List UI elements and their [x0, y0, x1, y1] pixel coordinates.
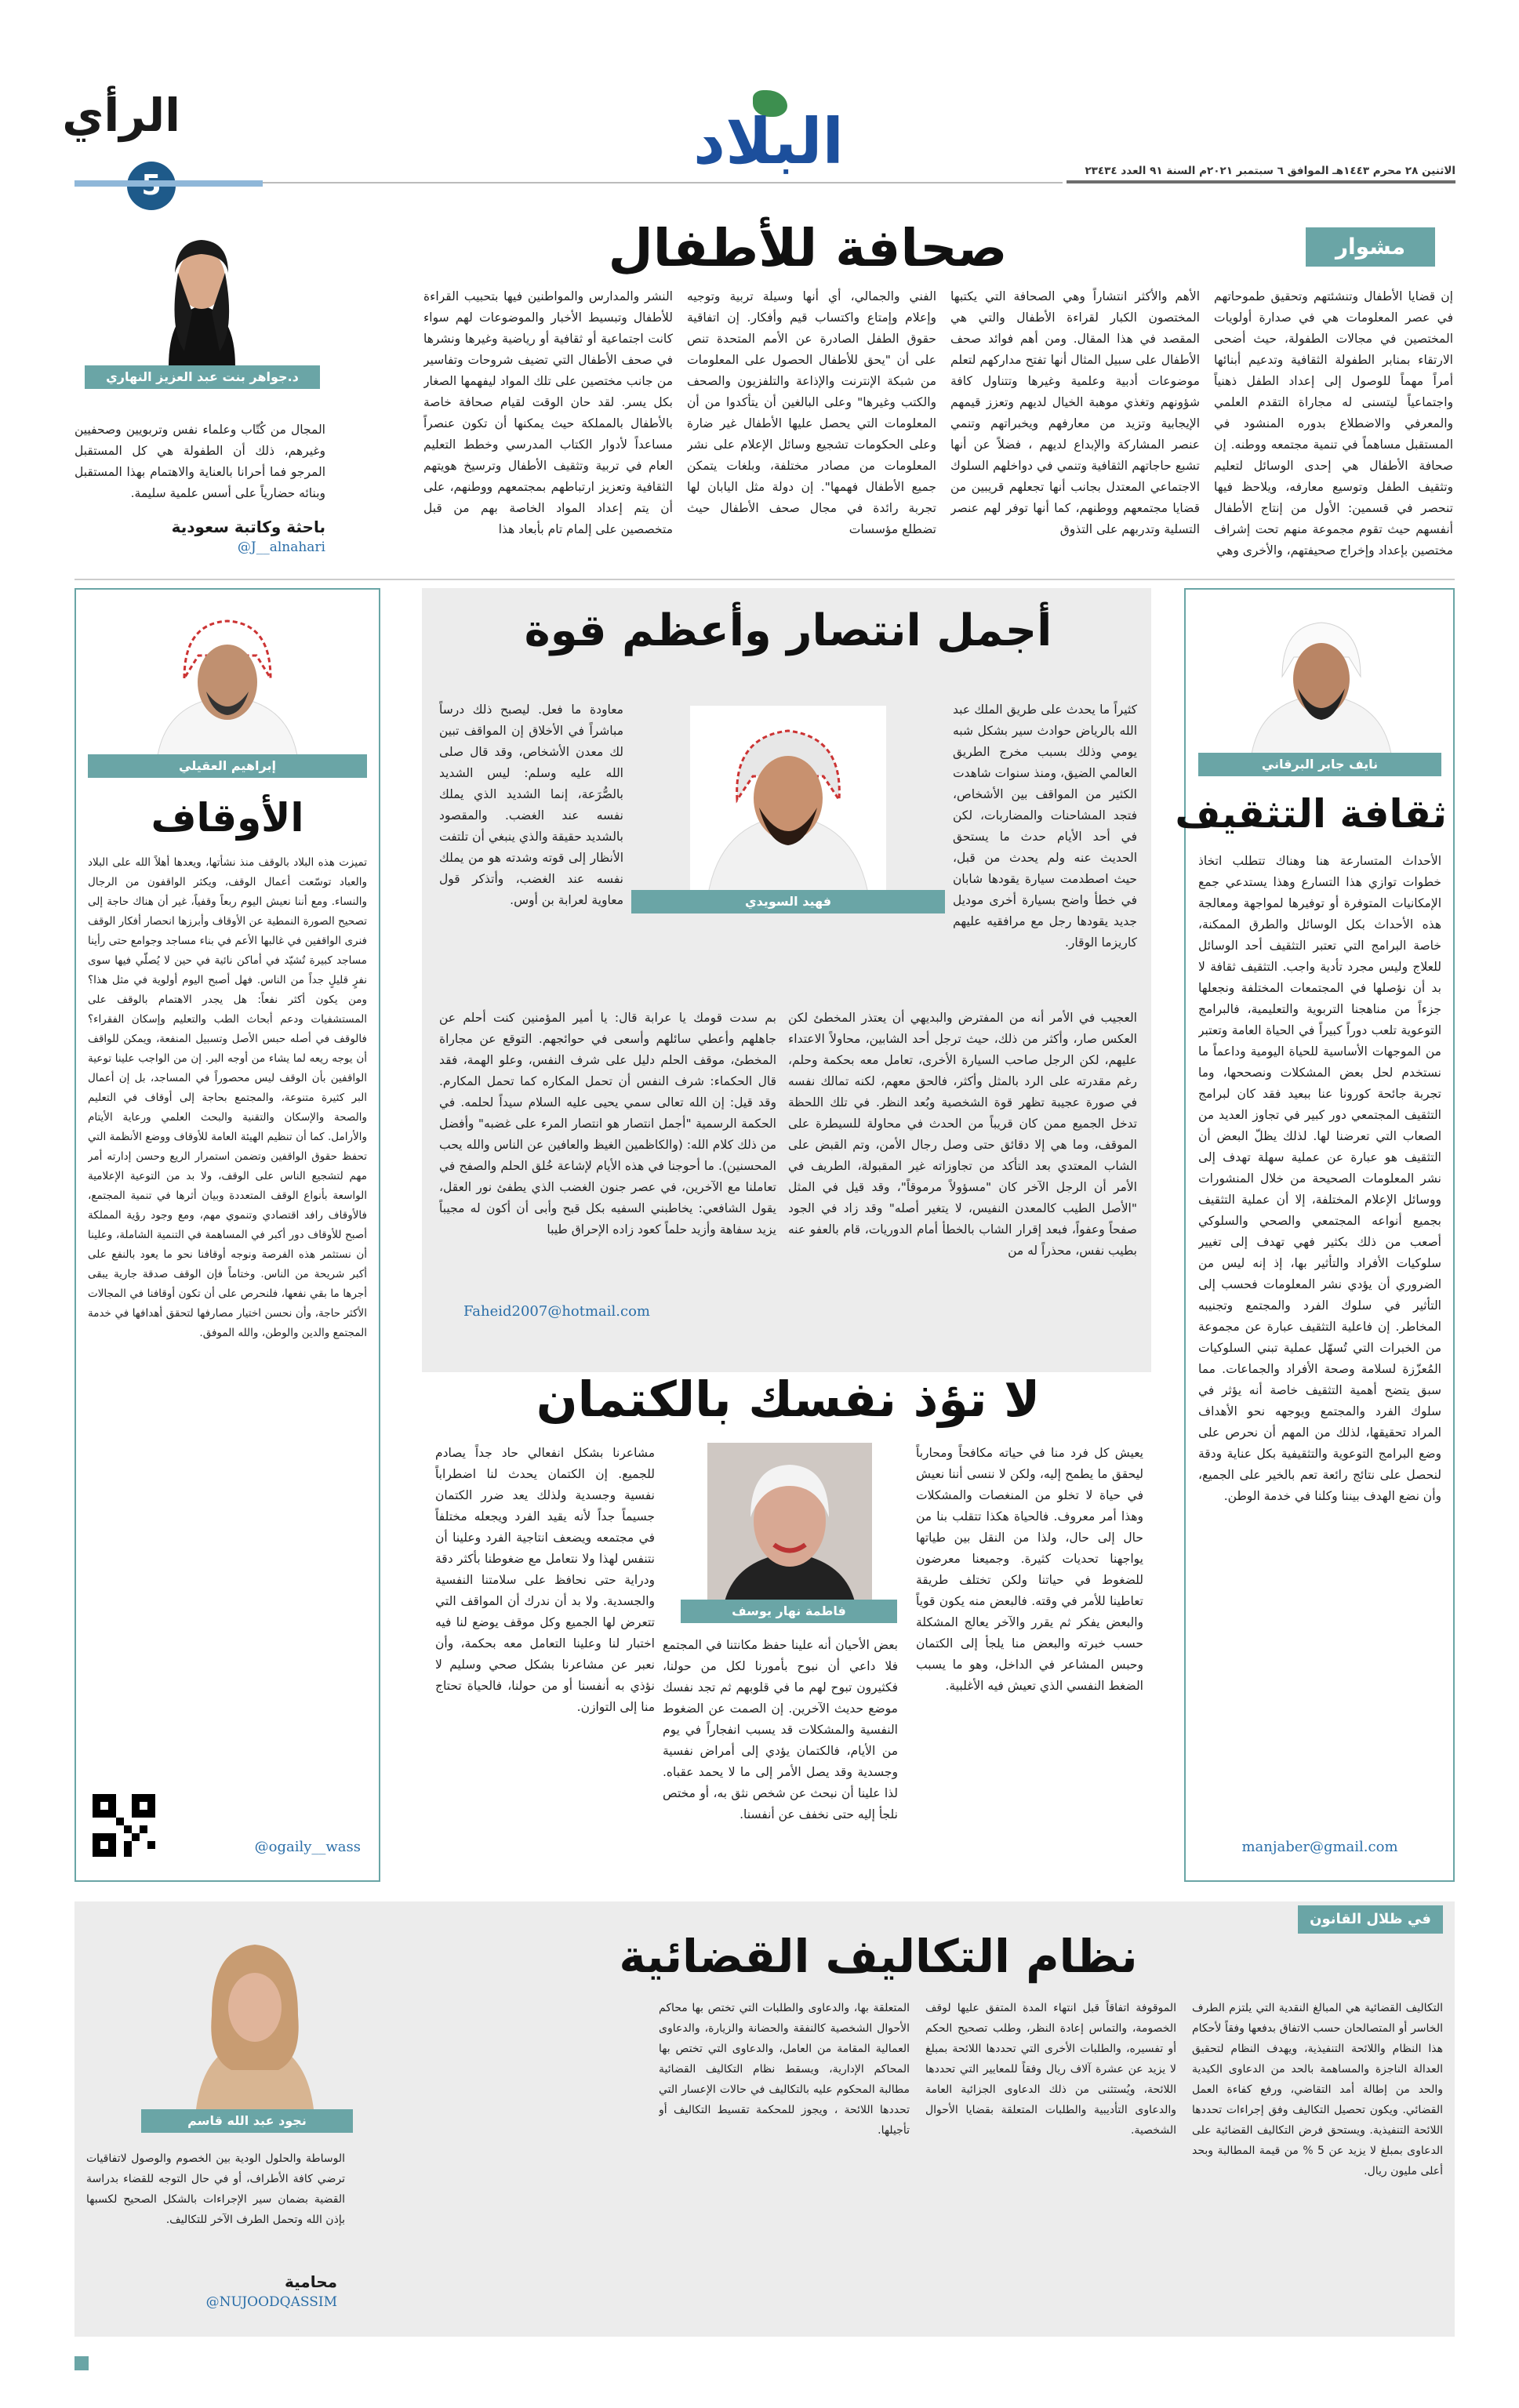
author-portrait-icon: [184, 1921, 325, 2109]
article4-author-photo: [145, 604, 310, 761]
article2-title: أجمل انتصار وأعظم قوة: [524, 605, 1052, 656]
article5-author-photo: [707, 1443, 872, 1609]
author-portrait-icon: [137, 218, 267, 367]
article5-author-name: فاطمة نهار يوسف: [681, 1600, 897, 1623]
dateline: الاثنين ٢٨ محرم ١٤٤٣هـ الموافق ٦ سبتمبر ٢٠٢١م السنة ٩١ العدد ٢٣٤٣٤: [1085, 165, 1455, 177]
divider-top: [74, 579, 1455, 580]
article1-col3: الفني والجمالي، أي أنها وسيلة تربية وتوجيه وإعلام وإمتاع واكتساب قيم وأفكار. إن اتفاقية حقوق الطفل الصادرة عن الأمم المتحدة تنص على أن "يحق للأطفال الحصول على المعلومات من شبكة الإنترنت والإذاعة والتلفزيون والصحف والكتب وغيرها" وعلى البالغين أن يتأكدوا من أن المعلومات التي يحصل عليها الأطفال غير ضارة وعلى الحكومات تشجيع وسائل الإعلام على نشر المعلومات من مصادر مختلفة، وبلغات يتمكن جميع الأطفال فهمها". إن دولة مثل اليابان لها تجربة رائدة في مجال صحف الأطفال حيث تضطلع مؤسسات: [687, 289, 936, 536]
article3-title: ثقافة التثقيف: [1175, 791, 1447, 837]
author-portrait-icon: [1239, 602, 1404, 759]
header-rule: [1067, 180, 1455, 183]
article2-author-email: Faheid2007@hotmail.com: [463, 1303, 651, 1320]
article1-author-handle: @J__alnahari: [237, 539, 325, 555]
article6-author-role: محامية: [285, 2272, 337, 2291]
article6-author-handle: @NUJOODQASSIM: [205, 2294, 337, 2310]
author-portrait-icon: [690, 706, 886, 911]
logo: [690, 90, 847, 184]
article4-title: الأوقاف: [151, 795, 304, 841]
tag-mishwar: مشوار: [1306, 227, 1435, 267]
article5-title: لا تؤذ نفسك بالكتمان: [536, 1371, 1041, 1428]
article2-author-photo: [690, 706, 886, 911]
article1-col1: إن قضايا الأطفال وتنشئتهم وتحقيق طموحاتهم في عصر المعلومات هي في صدارة أولويات المختصين في مجالات الطفولة، حيث أضحى الارتقاء بمنابر الطفولة الثقافية وتدعيم أبنائها أمراً مهماً للوصول إلى إعداد الطفل ذهنياً واجتماعياً ليتسنى له مجاراة التقدم العلمي والمعرفي والاضطلاع بدوره المنشود في المستقبل مساهماً في تنمية مجتمعه ووطنه. إن صحافة الأطفال هي إحدى الوسائل لتعليم وتثقيف الطفل وتوسيع معارفه، ويلاحظ فيها تنحصر في قسمين: الأول من إنتاج الأطفال أنفسهم حيث تقوم مجموعة منهم تحت إشراف مختصين بإعداد وإخراج صحيفتهم، والأخرى وهي: [1214, 289, 1453, 558]
article5-col1: يعيش كل فرد منا في حياته مكافحاً ومحارباً ليحقق ما يطمح إليه، ولكن لا ننسى أننا نعيش في حياة لا تخلو من المنغصات والمشكلات وهذا أمر معروف. فالحياة هكذا تتقلب بنا من حال إلى حال، ولذا من النقل بين طياتها يواجهنا تحديات كثيرة. وجميعنا معرضون للضغوط في حياتنا ولكن تختلف طريقة تعاطينا للأمر في وقته. فالبعض منه يكون قوياً والبعض يفكر ثم يقرر والآخر يعالج المشكلة حسب خبرته والبعض منا يلجأ إلى الكتمان وحبس المشاعر في الداخل، وهو ما يسبب الضغط النفسي الذي تعيش فيه الأغلبية.: [916, 1446, 1143, 1693]
author-portrait-icon: [145, 604, 310, 761]
article6-author-photo: [184, 1921, 325, 2109]
article3-author-email: manjaber@gmail.com: [1241, 1839, 1398, 1855]
article5-col2: بعض الأحيان أنه علينا حفظ مكانتنا في المجتمع فلا داعي أن نبوح بأمورنا لكل من حولنا، فكثيرون تبوح لهم ما في قلوبهم ثم تجد نفسك موضع حديث الآخرين. إن الصمت عن الضغوط النفسية والمشكلات قد يسبب انفجاراً في يوم من الأيام، فالكتمان يؤدي إلى أمراض نفسية وجسدية وقد يصل الأمر إلى ما لا يحمد عقباه. لذا علينا أن نبحث عن شخص نثق به، أو مختص نلجأ إليه حتى نخفف عن أنفسنا.: [663, 1638, 898, 1821]
article1-col2: الأهم والأكثر انتشاراً وهي الصحافة التي يكتبها المختصون الكبار لقراءة الأطفال والتي هي المقصد في هذا المقال. ومن أهم فوائد صحف الأطفال على سبيل المثال أنها تفتح مداركهم لتعلم موضوعات أدبية وعلمية وغيرها وتتناول كافة شؤونهم وتغذي موهبة الخيال لديهم وتعزز قيمهم الإيجابية وتزيد من معارفهم ويخبراتهم وتنمي عنصر المشاركة والإبداع لديهم ، فضلاً عن أنها تشبع حاجاتهم الثقافية وتنمي في دواخلهم السلوك الاجتماعي المعتدل بجانب أنها تجعلهم قريبين من قضايا مجتمعهم ووطنهم، كما أنها توفر لهم عنصر التسلية وتدربهم على التذوق: [950, 289, 1200, 536]
article1-title: صحافة للأطفال: [608, 218, 1008, 278]
page-header: [0, 0, 1519, 196]
article1-author-role: باحثة وكاتبة سعودية: [171, 518, 325, 536]
article4-body: تميزت هذه البلاد بالوقف منذ نشأتها، ويعدها أهلاً الله على البلاد والعباد توسّعت أعمال الوقف، ويكثر الواقفون من الرجال والنساء. ومع أننا نعيش اليوم ربعاً وقفياً، غير أن هناك حاجة إلى تصحيح الصورة النمطية عن الأوقاف وأبرزها انحصار أفكار الوقف فنرى الواقفين في غالبها الأعم في بناء مساجد وجوامع حتى رأينا مساجد كبيرة تُشيّد في أماكن نائية في حين لا يُصلّي فيها سوى نفرٍ قليلٍ جداً من الناس. فهل أصبح اليوم أولوية في مثل هذا؟ ومن يكون أكثر نفعاً: هل يجدر الاهتمام بالوقف على المستشفيات ودعم أبحاث الطب والتعليم وإسكان الفقراء؟ فالوقف في أصله حبس الأصل وتسبيل المنفعة، ويمكن للواقف أن يوجه ريعه لما يشاء من أوجه البر. إن من الواجب علينا توعية الواقفين بأن الوقف ليس محصوراً في المساجد، بل إن أعمال البر كثيرة متنوعة، والمجتمع بحاجة إلى أوقاف في التعليم والصحة والإسكان والتقنية والبحث العلمي ورعاية الأيتام والأرامل. كما أن تنظيم الهيئة العامة للأوقاف ووضع الأنظمة التي تحفظ حقوق الواقفين وتضمن استمرار الريع وحسن إدارته أمر مهم لتشجيع الناس على الوقف، ولا بد من التوعية الإعلامية الواسعة بأنواع الوقف المتعددة وبيان أثرها في تنمية المجتمع، فالأوقاف رافد اقتصادي وتنموي مهم، ومع وجود رؤية المملكة أصبح للأوقاف دور أكبر في المساهمة في التنمية الشاملة، وعلينا أن نستثمر هذه الفرصة ونوجه أوقافنا نحو ما يعود بالنفع على أكبر شريحة من الناس. وختاماً فإن الوقف صدقة جارية يبقى أجرها ما بقي نفعها، فلنحرص على أن تكون أوقافنا في المجالات الأكثر حاجة، وأن نحسن اختيار مصارفها لتحقق أهدافها في خدمة المجتمع والدين والوطن، والله الموفق.: [88, 856, 367, 1339]
header-rule-left: [263, 182, 1063, 183]
article6-col2: الموقوفة اتفاقاً قبل انتهاء المدة المتفق عليها لوقف الخصومة، والتماس إعادة النظر، وطلب تصحيح الحكم أو تفسيره، والطلبات الأخرى التي تحددها اللائحة بمبلغ لا يزيد عن عشرة آلاف ريال وفقاً للمعايير التي تحددها اللائحة، ويُستثنى من ذلك الدعاوى الجزائية العامة والدعاوى التأديبية والطلبات المتعلقة بقضايا الأحوال الشخصية.: [925, 2002, 1176, 2137]
article2-author-name: فهيد السويدي: [631, 890, 945, 913]
article2-col2: معاودة ما فعل. ليصبح ذلك درساً مباشراً في الأخلاق إن المواقف تبين لك معدن الأشخاص، وقد قال صلى الله عليه وسلم: ليس الشديد بالصُّرَعة، إنما الشديد الذي يملك نفسه عند الغضب. والمقصود بالشديد حقيقة والذي ينبغي أن تلتفت الأنظار إلى قوته وشدته هو من يملك نفسه عند الغضب، وأتذكر قول معاوية لعرابة بن أوس.: [439, 703, 623, 907]
section-title: الرأي: [62, 89, 180, 142]
article2-col1: كثيراً ما يحدث على طريق الملك عبد الله بالرياض حوادث سير بشكل شبه يومي وذلك بسبب مخرج الطريق العالمي الضيق، ومنذ سنوات شاهدت الكثير من المواقف بين الأشخاص، فتجد المشاحنات والمضاربات، لكن في أحد الأيام حدث ما يستحق الحديث عنه ولم يحدث من قبل، حيث اصطدمت سيارة يقودها شابان في خطأ واضح بسيارة أخرى موديل جديد يقودها رجل مع مرافقيه عليهم كاريزما الوقار.: [953, 703, 1137, 950]
footer-marker: [74, 2356, 89, 2370]
article3-author-name: نايف جابر البرقاني: [1198, 753, 1441, 776]
article1-author-name: د.جواهر بنت عبد العزيز النهاري: [85, 365, 320, 389]
section-rule: [74, 180, 263, 187]
article1-author-photo: [137, 218, 267, 367]
article6-col3: المتعلقة بها، والدعاوى والطلبات التي تختص بها محاكم الأحوال الشخصية كالنفقة والحضانة والزيارة، والدعاوى العمالية المقامة من العامل، والدعاوى التي تختص بها المحاكم الإدارية، ويسقط نظام التكاليف القضائية مطالبة المحكوم عليه بالتكاليف في حالات الإعسار التي تحددها اللائحة ، ويجوز للمحكمة تقسيط التكاليف أو تأجيلها.: [659, 2002, 910, 2137]
article6-col4: الوساطة والحلول الودية بين الخصوم والوصول لاتفاقيات ترضي كافة الأطراف، أو في حال التوجه للقضاء بدراسة القضية بضمان سير الإجراءات بالشكل الصحيح لكسبها بإذن الله وتحمل الطرف الآخر للتكاليف.: [86, 2152, 345, 2226]
article2-col4: بم سدت قومك يا عرابة قال: يا أمير المؤمنين كنت أحلم عن جاهلهم وأعطي سائلهم وأسعى في حوائجهم. التوقع عن مجاراة المخطئ، موقف الحلم دليل على شرف النفس، وعلو الهمة، فقد قال الحكماء: شرف النفس أن تحمل المكاره كما تحمل المكارم. وقد قيل: إن الله تعالى سمي يحيى عليه السلام سيداً لحلمه. في الحكمة الرسمية "أجمل انتصار هو انتصار المرء على غضبه" وأفضل من ذلك كلام الله: (والكاظمين الغيظ والعافين عن الناس والله يحب المحسنين). ما أحوجنا في هذه الأيام لإشاعة خُلق الحلم والصفح في تعاملنا مع الآخرين، في عصر جنون الغضب الذي يطفئ نور العقل، يقول الشافعي: يخاطبني السفيه بكل قبح وأبى أن أكون له مجيباً يزيد سفاهة وأزيد حلماً كعود زاده الإحراق طيبا: [439, 1011, 776, 1237]
article5-col3: مشاعرنا بشكل انفعالي حاد جداً يصادم للجميع. إن الكتمان يحدث لنا اضطراباً نفسية وجسدية ولذلك يعد ضرر الكتمان جسيماً جداً لأنه يقيد الفرد ويجعله مختلفاً في مجتمعه ويضعف انتاجية الفرد وعلينا أن نتنفس لهذا ولا نتعامل مع ضغوطنا بأكثر دقة ودراية حتى نحافظ على سلامتنا النفسية والجسدية. ولا بد أن ندرك أن المواقف التي تتعرض لها الجميع وكل موقف يوضع لنا فيه اختبار لنا وعلينا التعامل معه بحكمة، وأن نعبر عن مشاعرنا بشكل صحي وسليم لا نؤذي به أنفسنا أو من حولنا، فالحياة تحتاج منا إلى التوازن.: [435, 1446, 655, 1714]
author-portrait-icon: [707, 1443, 872, 1609]
article3-body: الأحداث المتسارعة هنا وهناك تتطلب اتخاذ خطوات توازي هذا التسارع وهذا يستدعي جمع الإمكانيات المتوفرة أو توفيرها لمواجهة ومعالجة هذه الأحداث بكل الوسائل والطرق الممكنة، خاصة البرامج التي تعتبر التثقيف أحد الوسائل للعلاج وليس مجرد تأدية واجب. التثقيف ثقافة لا بد أن نؤصلها في المجتمعات المختلفة ونجعلها جزءاً من مناهجنا التربوية والتعليمية، فالبرامج التوعوية تلعب دوراً كبيراً في الحياة العامة وتعتبر من الموجهات الأساسية للحياة اليومية وداعماً ما نستخدم لحل بعض المشكلات ونصححها، وما تجربة جائحة كورونا عنا ببعيد فقد كان لبرامج التثقيف المجتمعي دور كبير في تجاوز العديد من الصعاب التي تعرضنا لها. لذلك يظلّ البعض أن التثقيف هو عبارة عن عملية سهلة تهدف إلى نشر المعلومات الصحيحة من خلال المنشورات ووسائل الإعلام المختلفة، إلا أن عملية التثقيف بجميع أنواعه المجتمعي والصحي والسلوكي أصعب من ذلك بكثير فهي تهدف إلى تغيير سلوكيات الأفراد والتأثير بها، إذ إنه ليس من الضروري أن يؤدي نشر المعلومات فحسب إلى التأثير في سلوك الفرد والمجتمع وتجنيبه المخاطر. إن فاعلية التثقيف عبارة عن مجموعة من الخبرات التي تُسهّل عملية تبني السلوكيات المُعزّزة لسلامة وصحة الأفراد والجماعات. مما سبق يتضح أهمية التثقيف خاصة أنه يؤثر في سلوك الفرد والمجتمع ويوجهه نحو الأهداف المراد تحقيقها، لذلك من المهم أن نحرص على وضع البرامج التوعوية والتثقيفية بكل عناية ودقة لنحصل على نتائج رائعة تعم بالخير على الجميع، وأن نضع الهدف بيننا وكلنا في خدمة الوطن.: [1198, 854, 1441, 1503]
article6-title: نظام التكاليف القضائية: [619, 1930, 1138, 1983]
logo-text: البلاد: [693, 105, 844, 178]
article6-col1: التكاليف القضائية هي المبالغ النقدية التي يلتزم الطرف الخاسر أو المتصالحان حسب الاتفاق بدفعها وفقاً لأحكام هذا النظام واللائحة التنفيذية، ويهدف النظام لتحقيق العدالة الناجزة والمساهمة بالحد من الدعاوى الكيدية والحد من إطالة أمد التقاضي، ورفع كفاءة العمل القضائي. ويكون تحصيل التكاليف وفق إجراءات تحددها اللائحة التنفيذية. ويستحق فرض التكاليف القضائية على الدعاوى بمبلغ لا يزيد عن 5 % من قيمة المطالبة وبحد أعلى مليون ريال.: [1192, 2002, 1443, 2177]
article1-col5: المجال من كُتّاب وعلماء نفس وتربويين وصحفيين وغيرهم، ذلك أن الطفولة هي كل المستقبل المرجو فما أحرانا بالعناية والاهتمام بهذا المستقبل وبنائه حضارياً على أسس علمية سليمة.: [74, 423, 325, 500]
article2-col3: العجيب في الأمر أنه من المفترض والبديهي أن يعتذر المخطئ لكن العكس صار، وأكثر من ذلك، حيث ترجل أحد الشابين، محاولاً الاعتداء عليهم، لكن الرجل صاحب السيارة الأخرى، تعامل معه بحكمة وحلم، رغم مقدرته على الرد بالمثل وأكثر، فالحق معهم، لكنه تمالك نفسه في صورة عجيبة تظهر قوة الشخصية وبُعد النظر. في تلك اللحظة تدخل الجميع ممن كان قريباً من الحدث في محاولة للسيطرة على الموقف، وما هي إلا دقائق حتى وصل رجال الأمن، وتم القبض على الشاب المعتدي بعد التأكد من تجاوزاته غير المقبولة، الطريف في الأمر أن الرجل الآخر كان "مسؤولاً مرموقاً"، وقد قيل في المثل "الأصل الطيب كالمعدن النفيس، لا يتغير أصله" وقد زاد في الجود صفحاً وعفواً، فبعد إقرار الشاب بالخطأ أمام الدوريات، قام بالعفو عنه بطيب نفس، محذراً له من: [788, 1011, 1137, 1258]
article6-tag: في ظلال القانون: [1298, 1905, 1443, 1934]
article1-col4: النشر والمدارس والمواطنين فيها بتحبيب القراءة للأطفال وتبسيط الأخبار والموضوعات لهم سواء كانت اجتماعية أو ثقافية أو رياضية وغيرها ونشرها في صحف الأطفال التي تضيف شروحات وتفاسير من جانب مختصين على تلك المواد ليفهمها الصغار بكل يسر. لقد حان الوقت لقيام صحافة خاصة بالأطفال بالمملكة حيث يمكنها أن تكون عنصراً مساعداً لأدوار الكتاب المدرسي وخطط التعليم العام في تربية وتثقيف الأطفال وترسيخ هويتهم الثقافية وتعزيز ارتباطهم بمجتمعهم ووطنهم، على أن يتم إعداد المواد الخاصة بهم من قبل متخصصين على إلمام تام بأبعاد هذا: [423, 289, 673, 536]
article4-author-handle: @ogaily__wass: [254, 1839, 361, 1855]
article4-author-name: إبراهيم العقيلي: [88, 754, 367, 778]
qr-code-icon: [93, 1794, 155, 1857]
article3-author-photo: [1239, 602, 1404, 759]
article6-author-name: نجود عبد الله قاسم: [141, 2109, 353, 2133]
